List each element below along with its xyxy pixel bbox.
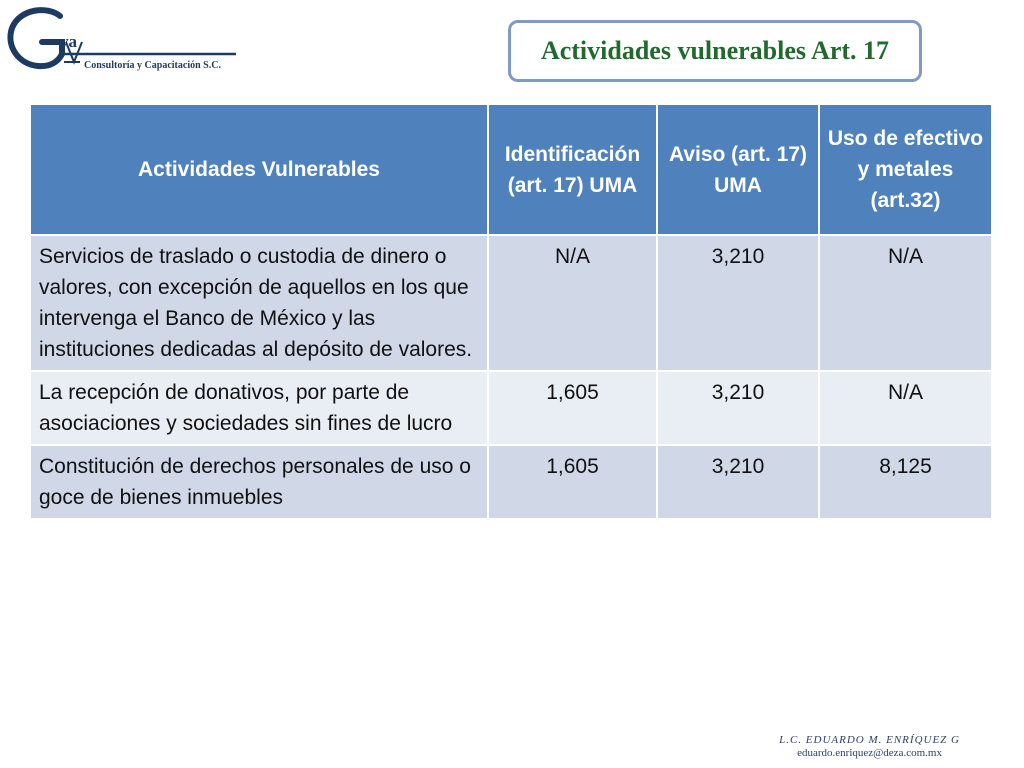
activity-cell: La recepción de donativos, por parte de asociaciones y sociedades sin fines de lucro: [30, 371, 488, 445]
logo-caption: Consultoría y Capacitación S.C.: [84, 60, 221, 71]
title-box: [508, 20, 922, 82]
table-row: [30, 371, 992, 445]
activities-table: [29, 103, 993, 520]
aviso-cell: 3,210: [657, 445, 819, 519]
table-row: [30, 235, 992, 371]
column-header-aviso: Aviso (art. 17) UMA: [657, 104, 819, 235]
efectivo-cell: N/A: [819, 371, 992, 445]
logo-letters: va: [60, 32, 77, 51]
aviso-cell: 3,210: [657, 235, 819, 371]
footer: [779, 734, 960, 759]
identificacion-cell: 1,605: [488, 371, 657, 445]
efectivo-cell: N/A: [819, 235, 992, 371]
table-row: [30, 445, 992, 519]
column-header-efectivo: Uso de efectivo y metales (art.32): [819, 104, 992, 235]
aviso-cell: 3,210: [657, 371, 819, 445]
column-header-activities: Actividades Vulnerables: [30, 104, 488, 235]
column-header-identificacion: Identificación (art. 17) UMA: [488, 104, 657, 235]
page-title: Actividades vulnerables Art. 17: [540, 36, 890, 65]
identificacion-cell: N/A: [488, 235, 657, 371]
footer-email: eduardo.enriquez@deza.com.mx: [797, 747, 942, 759]
company-logo: [4, 2, 244, 78]
activity-cell: Constitución de derechos personales de uso o goce de bienes inmuebles: [30, 445, 488, 519]
table-header-row: [30, 104, 992, 235]
efectivo-cell: 8,125: [819, 445, 992, 519]
activity-cell: Servicios de traslado o custodia de dinero o valores, con excepción de aquellos en los que intervenga el Banco de México y las instituciones dedicadas al depósito de valores.: [30, 235, 488, 371]
identificacion-cell: 1,605: [488, 445, 657, 519]
footer-author: L.C. EDUARDO M. ENRÍQUEZ G: [779, 734, 960, 746]
